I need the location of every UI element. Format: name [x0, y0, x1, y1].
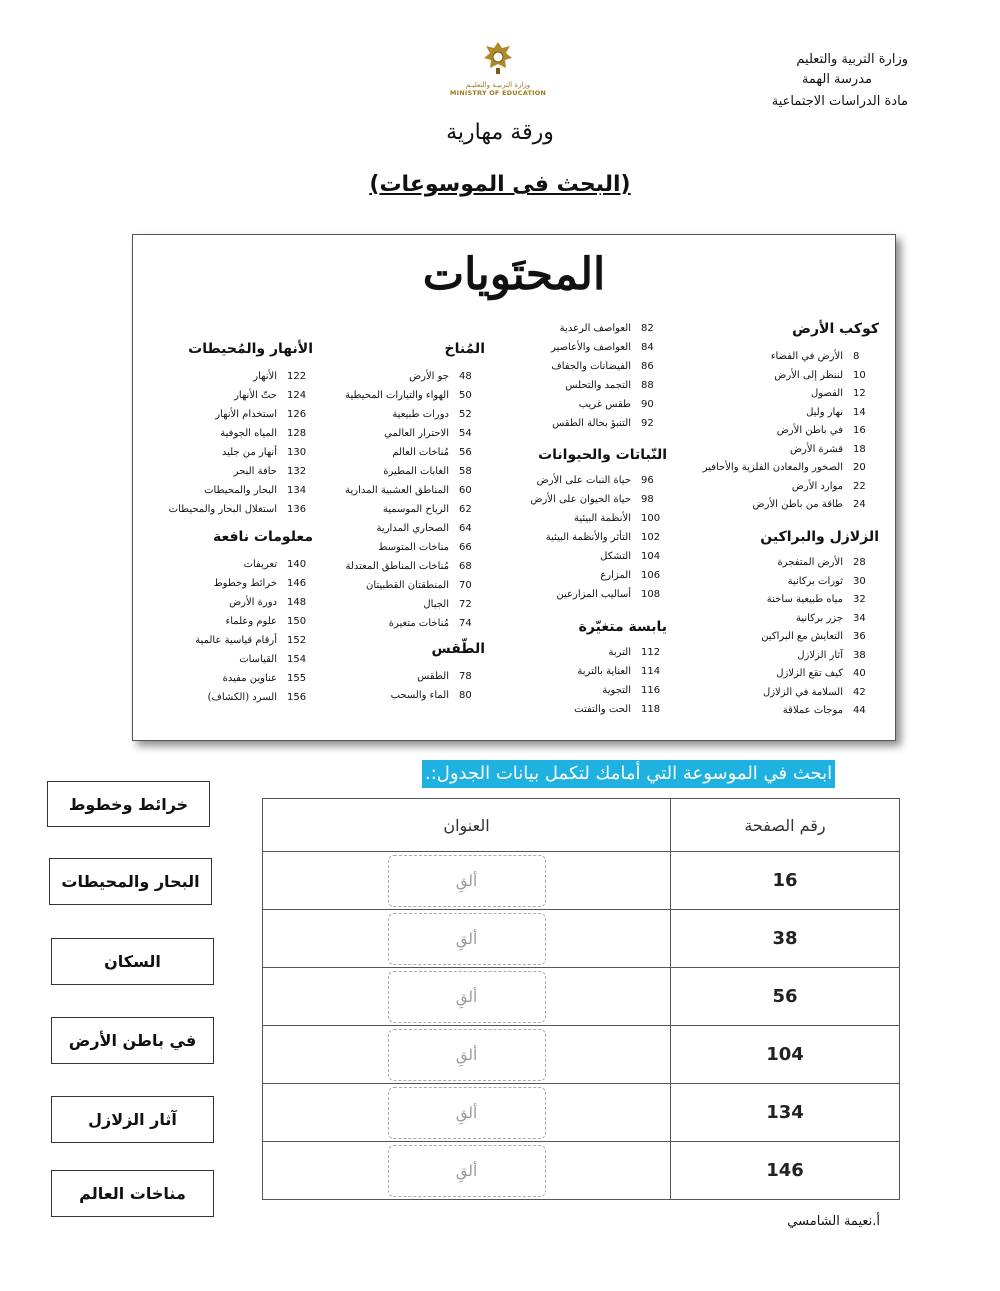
- toc-entry-text: موجات عملاقة: [782, 705, 843, 716]
- toc-entry-page: 126: [287, 409, 307, 420]
- toc-entry-page: 38: [853, 649, 866, 661]
- toc-entry: [113, 369, 313, 385]
- toc-entry-text: الحت والتفتت: [574, 704, 631, 715]
- toc-entry-text: الصحاري المدارية: [376, 523, 449, 534]
- toc-entry-page: 50: [459, 390, 472, 401]
- toc-entry: [285, 521, 485, 537]
- toc-entry: [467, 340, 667, 356]
- toc-entry-page: 98: [641, 494, 654, 505]
- toc-entry-page: 156: [287, 692, 307, 703]
- toc-entry-text: الأنظمة البيئية: [573, 513, 631, 524]
- toc-entry-text: العواصف والأعاصير: [551, 342, 631, 353]
- toc-entry: [113, 633, 313, 649]
- table-row: [263, 968, 900, 1026]
- toc-entry-text: أنهار من جليد: [221, 447, 277, 458]
- toc-entry: [113, 671, 313, 687]
- toc-entry-page: 82: [641, 323, 654, 334]
- toc-entry-page: 112: [641, 647, 661, 658]
- toc-entry: [679, 592, 879, 608]
- toc-entry: [679, 555, 879, 571]
- toc-entry-text: حافة البحر: [233, 466, 277, 477]
- toc-entry: [285, 559, 485, 575]
- toc-section-title: كوكب الأرض: [792, 321, 879, 337]
- toc-entry: [679, 405, 879, 421]
- toc-entry-text: المزارع: [600, 570, 631, 581]
- toc-entry-page: 70: [459, 580, 472, 591]
- toc-entry: [679, 442, 879, 458]
- toc-entry: [285, 407, 485, 423]
- toc-entry: [285, 540, 485, 556]
- toc-entry-page: 152: [287, 635, 307, 646]
- toc-entry: [467, 511, 667, 527]
- toc-entry-page: 34: [853, 612, 866, 624]
- toc-entry: [679, 368, 879, 384]
- toc-entry: [467, 378, 667, 394]
- page-number: 146: [671, 1142, 900, 1200]
- toc-entry: [467, 416, 667, 432]
- toc-title: المحتَويات: [422, 249, 606, 300]
- toc-entry-page: 52: [459, 409, 472, 420]
- toc-entry-page: 100: [641, 513, 661, 524]
- toc-entry-text: دورات طبيعية: [392, 409, 449, 420]
- toc-entry-text: الجبال: [423, 599, 449, 610]
- page-number: 104: [671, 1026, 900, 1084]
- option-card[interactable]: آثار الزلازل: [51, 1096, 214, 1143]
- toc-entry-page: 108: [641, 589, 661, 600]
- toc-entry: [113, 595, 313, 611]
- toc-section-title: الأنهار والمُحيطات: [188, 341, 313, 357]
- drop-zone[interactable]: ألقِ: [388, 855, 546, 907]
- toc-entry-text: التأثر والأنظمة البيئية: [545, 532, 631, 543]
- toc-entry: [113, 557, 313, 573]
- toc-entry-text: مُناخات العالم: [392, 447, 449, 458]
- toc-entry-text: حياة النبات على الأرض: [536, 475, 631, 486]
- school-name: مدرسة الهمة: [801, 72, 872, 87]
- toc-entry-page: 90: [641, 399, 654, 410]
- toc-entry-page: 8: [853, 351, 860, 362]
- toc-entry-page: 116: [641, 685, 661, 696]
- table-row: [263, 910, 900, 968]
- drop-zone[interactable]: ألقِ: [388, 1087, 546, 1139]
- toc-entry-page: 72: [459, 599, 472, 610]
- toc-entry: [467, 549, 667, 565]
- toc-entry-text: كيف تقع الزلازل: [776, 668, 843, 679]
- toc-entry-page: 150: [287, 616, 307, 627]
- toc-entry-page: 62: [459, 504, 472, 515]
- toc-entry-page: 20: [853, 462, 866, 473]
- toc-entry-text: الأرض في الفضاء: [770, 351, 843, 362]
- toc-entry-text: العواصف الرعدية: [559, 323, 631, 334]
- toc-entry-text: الاحترار العالمي: [384, 428, 449, 439]
- toc-entry-text: مُناخات متغيرة: [388, 618, 449, 629]
- toc-entry-page: 54: [459, 428, 472, 439]
- option-card[interactable]: مناخات العالم: [51, 1170, 214, 1217]
- toc-entry: [467, 321, 667, 337]
- toc-entry-page: 48: [459, 371, 472, 382]
- toc-entry: [679, 460, 879, 476]
- toc-entry-page: 12: [853, 388, 866, 399]
- toc-entry: [113, 502, 313, 518]
- toc-entry: [467, 683, 667, 699]
- drop-zone[interactable]: ألقِ: [388, 1145, 546, 1197]
- page-number: 134: [671, 1084, 900, 1142]
- toc-entry-text: خرائط وخطوط: [213, 578, 277, 589]
- toc-entry: [285, 445, 485, 461]
- toc-entry-page: 104: [641, 551, 661, 562]
- logo-english-text: MINISTRY OF EDUCATION: [449, 89, 547, 97]
- toc-entry: [467, 645, 667, 661]
- toc-entry: [285, 597, 485, 613]
- toc-entry-page: 60: [459, 485, 472, 496]
- toc-entry: [467, 568, 667, 584]
- toc-entry-page: 42: [853, 686, 866, 698]
- toc-entry-page: 155: [287, 673, 307, 684]
- toc-entry-page: 56: [459, 447, 472, 458]
- toc-entry-text: التشكل: [600, 551, 631, 562]
- toc-entry-text: التربة: [608, 647, 631, 658]
- toc-panel: [132, 234, 896, 741]
- page-number: 38: [671, 910, 900, 968]
- toc-entry-page: 114: [641, 666, 661, 677]
- answer-table: [262, 798, 900, 1200]
- toc-entry-page: 148: [287, 597, 307, 608]
- toc-entry: [113, 576, 313, 592]
- toc-entry-text: الهواء والتيارات المحيطية: [345, 390, 449, 401]
- page-number: 16: [671, 852, 900, 910]
- toc-entry: [467, 397, 667, 413]
- toc-section-title: الزلازل والبراكين: [760, 529, 879, 545]
- toc-entry-page: 44: [853, 705, 866, 716]
- toc-entry-page: 24: [853, 499, 866, 510]
- toc-entry-text: العناية بالتربة: [577, 666, 631, 677]
- option-card[interactable]: في باطن الأرض: [51, 1017, 214, 1064]
- toc-entry-text: حتّ الأنهار: [234, 390, 277, 401]
- toc-entry: [679, 386, 879, 402]
- toc-entry-page: 14: [853, 406, 866, 418]
- subject-name: مادة الدراسات الاجتماعية: [771, 94, 908, 109]
- toc-entry-page: 86: [641, 361, 654, 372]
- toc-entry: [285, 388, 485, 404]
- toc-entry-page: 122: [287, 371, 307, 382]
- toc-entry-page: 124: [287, 390, 307, 401]
- toc-entry-page: 140: [287, 559, 307, 570]
- toc-entry-page: 36: [853, 631, 866, 642]
- toc-entry-text: المنطقتان القطبيتان: [365, 580, 449, 591]
- toc-section-title: النّباتات والحيوانات: [538, 447, 667, 463]
- toc-entry-text: مناخات المتوسط: [378, 542, 449, 553]
- ministry-logo: [448, 40, 548, 97]
- table-row: [263, 1142, 900, 1200]
- toc-entry: [285, 688, 485, 704]
- toc-entry: [467, 492, 667, 508]
- toc-entry-page: 16: [853, 425, 866, 436]
- toc-section-title: المُناخ: [444, 341, 485, 357]
- toc-entry-text: الرياح الموسمية: [382, 504, 449, 515]
- toc-entry-text: القياسات: [239, 654, 277, 665]
- toc-entry-page: 32: [853, 594, 866, 605]
- option-card[interactable]: السكان: [51, 938, 214, 985]
- toc-entry-page: 18: [853, 443, 866, 455]
- toc-entry-text: جزر بركانية: [796, 612, 843, 624]
- toc-entry-text: البحار والمحيطات: [204, 485, 277, 496]
- toc-entry-text: المياه الجوفية: [220, 428, 277, 439]
- toc-section-title: معلومات نافعة: [212, 529, 313, 545]
- toc-entry-text: التجمد والتحلس: [565, 380, 631, 391]
- toc-entry-text: الفصول: [811, 388, 843, 399]
- toc-entry-page: 146: [287, 578, 307, 589]
- author-name: أ.نعيمة الشامسي: [787, 1214, 880, 1229]
- option-card[interactable]: خرائط وخطوط: [47, 781, 210, 827]
- toc-entry: [679, 666, 879, 682]
- toc-entry: [113, 445, 313, 461]
- toc-entry-text: السلامة في الزلازل: [762, 686, 843, 698]
- falcon-emblem-icon: [481, 40, 515, 76]
- toc-entry-text: في باطن الأرض: [776, 425, 843, 436]
- toc-entry: [285, 669, 485, 685]
- toc-entry: [679, 574, 879, 590]
- toc-entry: [285, 369, 485, 385]
- toc-entry: [679, 703, 879, 719]
- toc-entry-page: 132: [287, 466, 307, 477]
- toc-entry: [285, 426, 485, 442]
- toc-entry-page: 92: [641, 418, 654, 429]
- toc-entry-page: 74: [459, 618, 472, 629]
- toc-entry-text: مياه طبيعية ساخنة: [766, 594, 843, 605]
- toc-entry: [113, 483, 313, 499]
- toc-entry-text: الغابات المطيرة: [383, 466, 449, 477]
- toc-entry-page: 64: [459, 523, 472, 534]
- toc-entry-page: 88: [641, 380, 654, 391]
- sheet-subtitle: (البحث فى الموسوعات): [369, 172, 631, 197]
- toc-entry-page: 30: [853, 575, 866, 587]
- toc-entry-text: الصخور والمعادن الفلزية والأحافير: [702, 462, 843, 473]
- toc-entry: [113, 652, 313, 668]
- toc-entry: [113, 426, 313, 442]
- toc-section-title: يابسة متغيّرة: [578, 619, 667, 635]
- toc-entry: [679, 497, 879, 513]
- toc-entry: [467, 702, 667, 718]
- sheet-title: ورقة مهارية: [446, 120, 554, 145]
- toc-entry-text: الماء والسحب: [390, 690, 449, 701]
- toc-entry-text: لننظر إلى الأرض: [774, 369, 843, 381]
- toc-entry-text: حياة الحيوان على الأرض: [530, 494, 631, 505]
- toc-entry-text: استخدام الأنهار: [215, 409, 277, 420]
- toc-entry-text: الفيضانات والجفاف: [551, 361, 631, 372]
- toc-entry-page: 102: [641, 532, 661, 543]
- toc-entry-text: الطقس: [417, 671, 449, 682]
- toc-entry-page: 40: [853, 668, 866, 679]
- drop-zone[interactable]: ألقِ: [388, 971, 546, 1023]
- ministry-name: وزارة التربية والتعليم: [796, 52, 908, 67]
- toc-entry: [679, 685, 879, 701]
- toc-entry-text: استغلال البحار والمحيطات: [168, 504, 277, 515]
- table-row: [263, 1084, 900, 1142]
- toc-entry-page: 66: [459, 542, 472, 553]
- page-number: 56: [671, 968, 900, 1026]
- toc-entry-text: نهار وليل: [806, 406, 843, 418]
- toc-entry: [285, 578, 485, 594]
- toc-entry: [679, 349, 879, 365]
- toc-entry: [113, 407, 313, 423]
- instruction-text: ابحث في الموسوعة التي أمامك لتكمل بيانات الجدول:.: [422, 760, 835, 788]
- toc-entry: [467, 359, 667, 375]
- toc-entry-text: مُناخات المناطق المعتدلة: [345, 561, 449, 572]
- column-header-page: رقم الصفحة: [671, 799, 900, 852]
- toc-entry-text: طاقة من باطن الأرض: [752, 499, 843, 510]
- toc-entry: [285, 616, 485, 632]
- toc-section-title: الطّقس: [431, 641, 485, 657]
- toc-entry-text: الأرض المتفجرة: [777, 557, 843, 568]
- table-header-row: [263, 799, 900, 852]
- drop-zone[interactable]: ألقِ: [388, 913, 546, 965]
- toc-entry-text: التعايش مع البراكين: [761, 631, 843, 642]
- toc-entry-text: علوم وعلماء: [225, 616, 277, 627]
- toc-entry-text: تعريفات: [243, 559, 277, 570]
- toc-entry: [679, 479, 879, 495]
- toc-entry-text: جو الأرض: [409, 371, 449, 382]
- toc-entry-page: 22: [853, 480, 866, 492]
- toc-entry-text: موارد الأرض: [791, 480, 843, 492]
- toc-entry-text: ثورات بركانية: [787, 575, 843, 587]
- toc-entry-page: 58: [459, 466, 472, 477]
- toc-entry: [467, 473, 667, 489]
- toc-entry-page: 96: [641, 475, 654, 486]
- column-header-title: العنوان: [263, 799, 671, 852]
- toc-entry: [467, 664, 667, 680]
- toc-entry-text: أساليب المزارعين: [556, 589, 631, 600]
- toc-entry: [679, 648, 879, 664]
- toc-entry-page: 128: [287, 428, 307, 439]
- toc-entry-text: عناوين مفيدة: [222, 673, 277, 684]
- toc-entry-page: 78: [459, 671, 472, 682]
- toc-entry-text: أرقام قياسية عالمية: [195, 635, 277, 646]
- toc-entry-page: 130: [287, 447, 307, 458]
- drop-zone[interactable]: ألقِ: [388, 1029, 546, 1081]
- toc-entry-text: قشرة الأرض: [789, 443, 843, 455]
- toc-entry: [285, 464, 485, 480]
- toc-entry-page: 106: [641, 570, 661, 581]
- toc-entry: [113, 690, 313, 706]
- toc-entry-page: 28: [853, 557, 866, 568]
- toc-entry: [285, 483, 485, 499]
- toc-entry: [467, 530, 667, 546]
- toc-entry: [113, 464, 313, 480]
- toc-entry-text: السرد (الكشاف): [207, 692, 277, 703]
- table-row: [263, 1026, 900, 1084]
- toc-entry-text: التجوية: [602, 685, 631, 696]
- toc-entry-page: 136: [287, 504, 307, 515]
- logo-arabic-text: وزارة التربيـة والتعليـم: [465, 81, 531, 89]
- toc-entry-text: طقس غريب: [578, 399, 631, 410]
- toc-entry-page: 80: [459, 690, 472, 701]
- toc-entry-text: الأنهار: [253, 371, 277, 382]
- toc-entry: [679, 423, 879, 439]
- table-row: [263, 852, 900, 910]
- toc-entry-text: آثار الزلازل: [797, 649, 843, 661]
- toc-entry: [113, 614, 313, 630]
- toc-entry-page: 10: [853, 369, 866, 381]
- toc-entry: [679, 629, 879, 645]
- toc-entry: [113, 388, 313, 404]
- toc-entry-page: 118: [641, 704, 661, 715]
- toc-entry-page: 84: [641, 342, 654, 353]
- toc-entry-page: 154: [287, 654, 307, 665]
- toc-entry-page: 68: [459, 561, 472, 572]
- toc-entry-text: دورة الأرض: [229, 597, 277, 608]
- toc-entry-page: 134: [287, 485, 307, 496]
- toc-entry-text: المناطق العشبية المدارية: [345, 485, 449, 496]
- toc-entry: [467, 587, 667, 603]
- toc-entry: [679, 611, 879, 627]
- option-card[interactable]: البحار والمحيطات: [49, 858, 212, 905]
- toc-entry: [285, 502, 485, 518]
- toc-entry-text: التنبؤ بحالة الطقس: [552, 418, 631, 429]
